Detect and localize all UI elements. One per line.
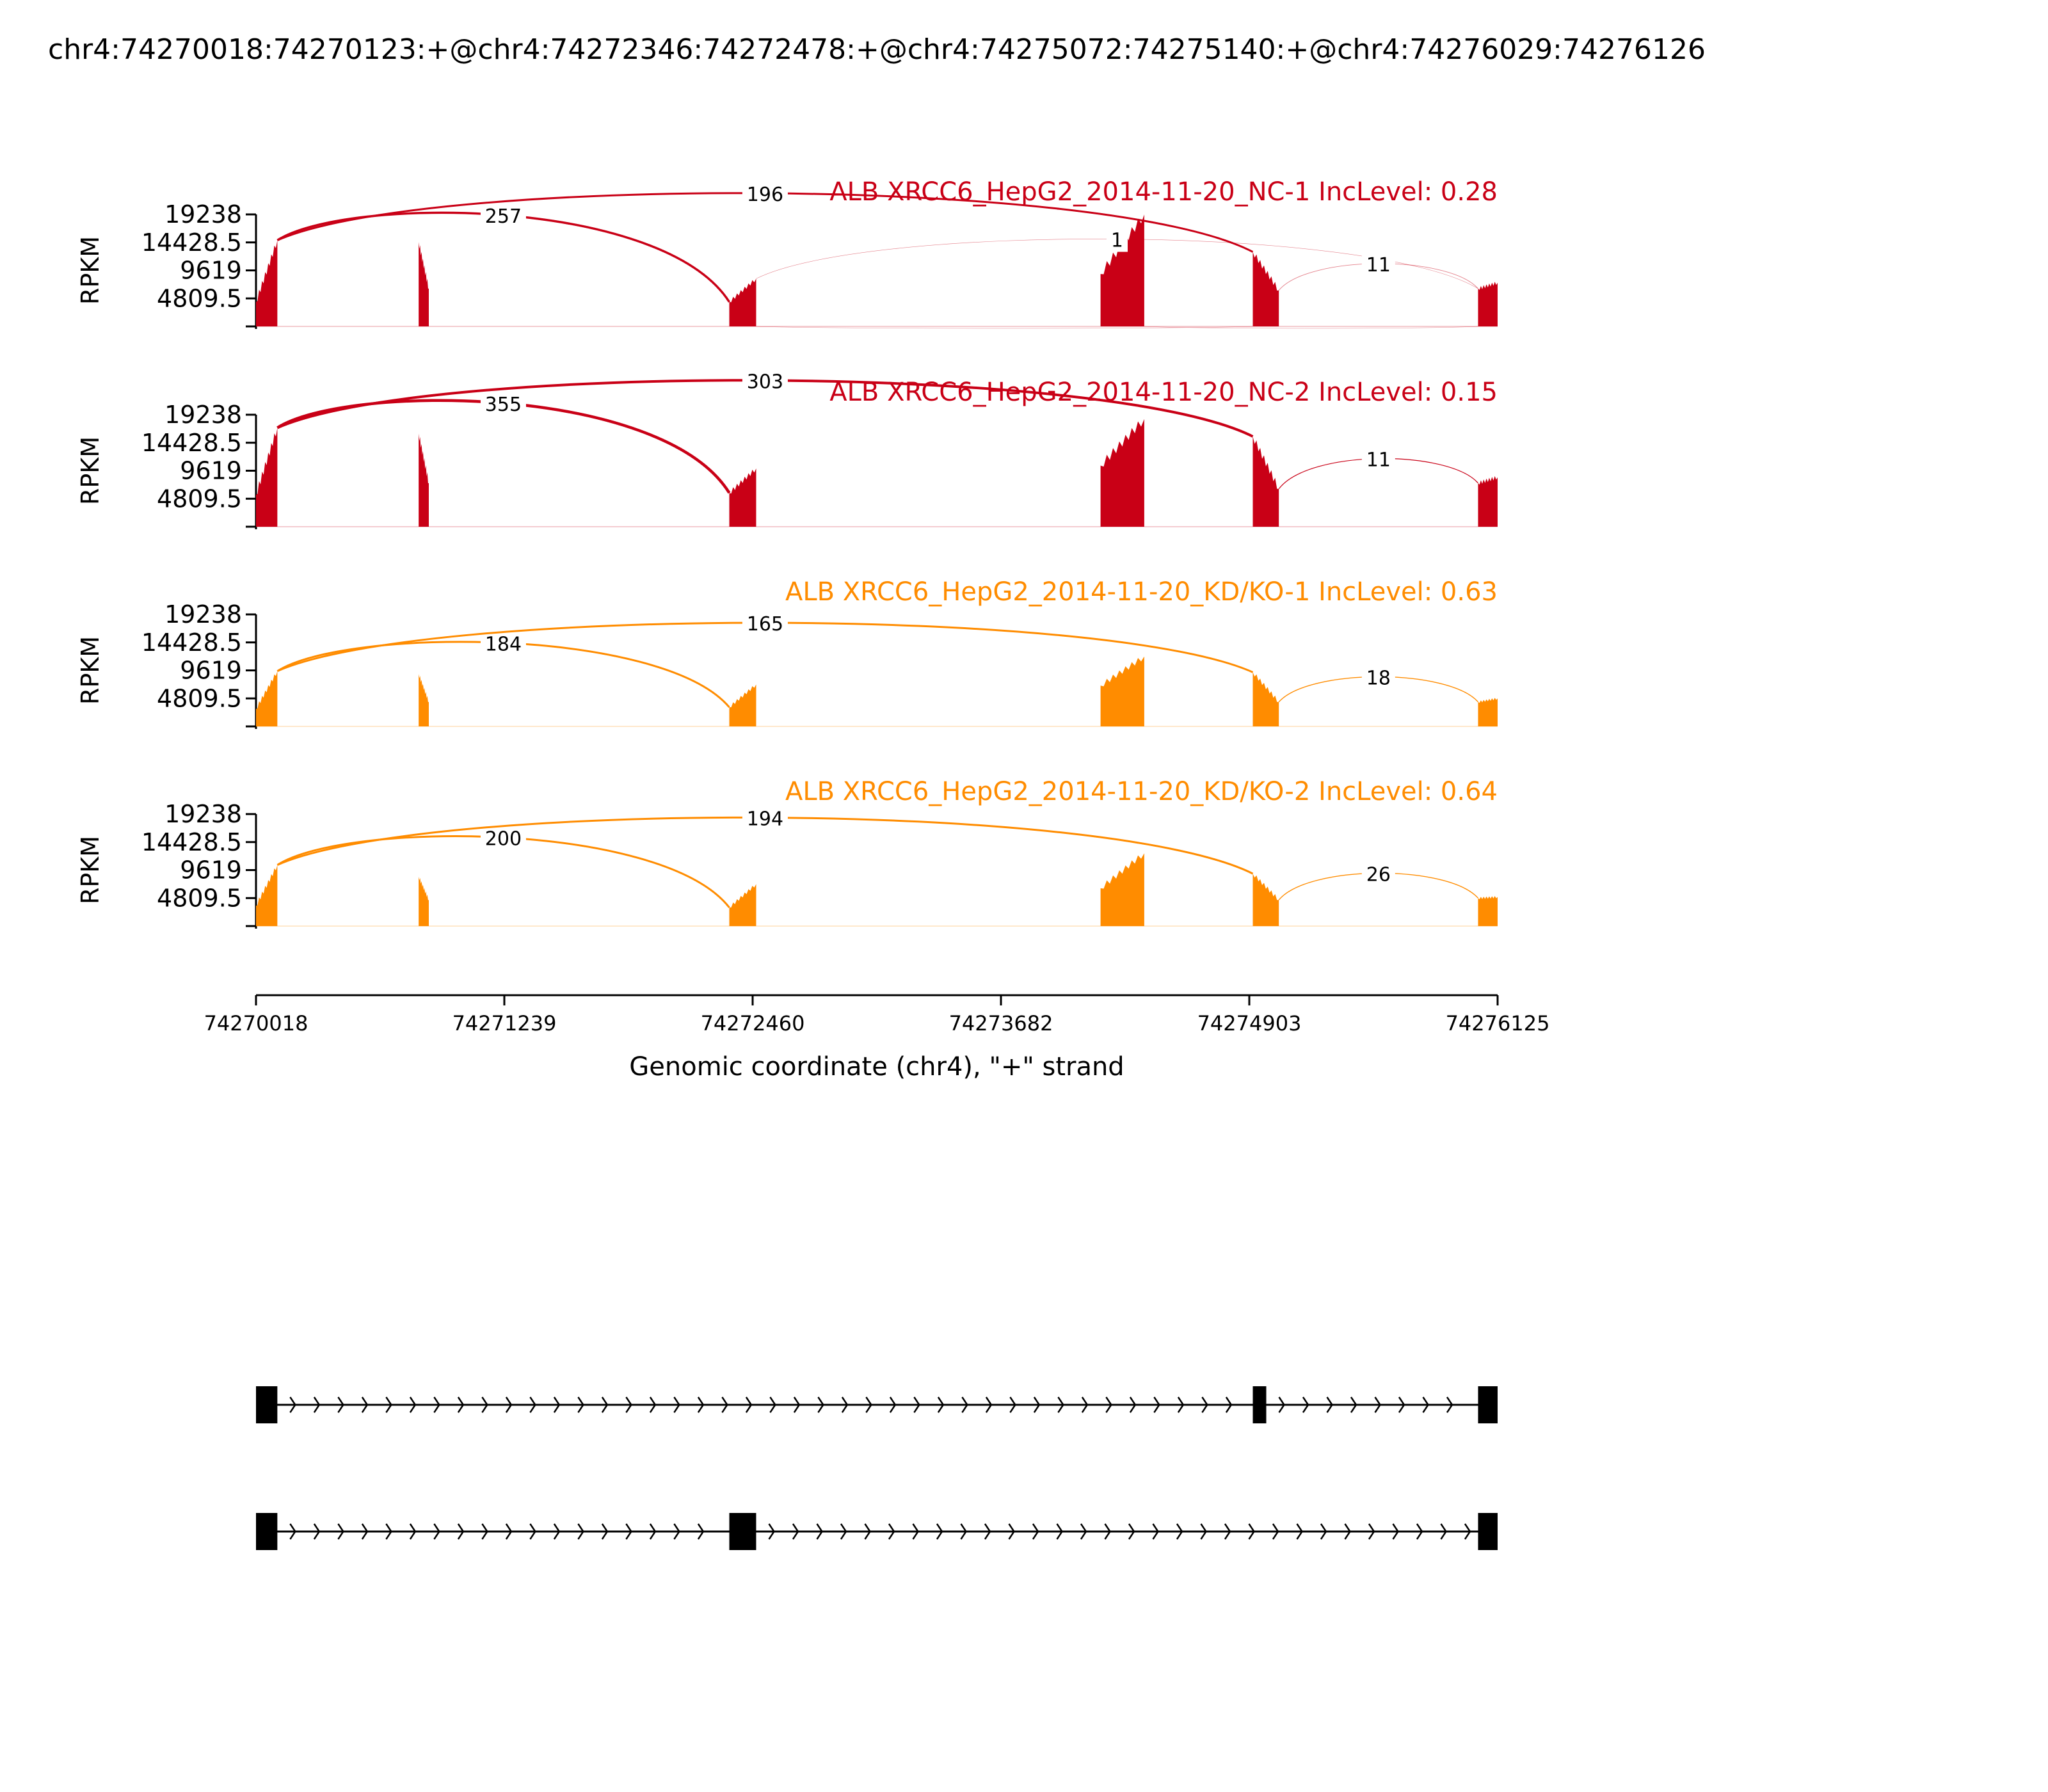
coverage-exon-2 <box>419 674 429 726</box>
x-tick-label: 74270018 <box>204 1011 308 1036</box>
coverage-exon-6 <box>1478 282 1498 326</box>
junction-count-label: 1 <box>1110 229 1124 252</box>
junction-count-label: 165 <box>746 613 784 636</box>
y-tick-label: 19238 <box>164 200 242 228</box>
y-axis-label: RPKM <box>76 236 104 305</box>
junction-count-label: 194 <box>746 808 784 831</box>
junction-count-label: 303 <box>746 371 784 394</box>
exon-block-3 <box>1478 1386 1498 1423</box>
exon-block-1 <box>256 1513 277 1550</box>
y-tick-label: 4809.5 <box>157 284 242 313</box>
junction-count-label: 196 <box>746 183 784 206</box>
coverage-panels <box>76 177 1498 929</box>
coverage-exon-1 <box>256 671 277 726</box>
y-tick-label: 14428.5 <box>141 428 242 457</box>
exon-block-2 <box>730 1513 756 1550</box>
y-tick-label: 9619 <box>180 656 242 685</box>
junction-count-label: 26 <box>1366 863 1391 886</box>
y-tick-label: 4809.5 <box>157 684 242 713</box>
junction-count-label: 355 <box>484 393 522 416</box>
coverage-exon-1 <box>256 240 277 326</box>
panel-1 <box>76 177 1498 329</box>
junction-count-label: 18 <box>1366 667 1391 690</box>
coverage-exon-1 <box>256 865 277 927</box>
coverage-exon-4 <box>1101 419 1144 527</box>
x-tick-label: 74276125 <box>1445 1011 1550 1036</box>
panel-3 <box>76 577 1498 729</box>
y-tick-label: 14428.5 <box>141 628 242 657</box>
coverage-exon-3 <box>730 884 756 927</box>
junction-count-label: 11 <box>1366 253 1391 276</box>
coverage-exon-2 <box>419 877 429 926</box>
exon-block-3 <box>1478 1513 1498 1550</box>
coverage-exon-2 <box>419 434 429 527</box>
coverage-exon-3 <box>730 468 756 527</box>
y-tick-label: 19238 <box>164 800 242 828</box>
y-tick-label: 9619 <box>180 856 242 884</box>
coverage-exon-4 <box>1101 657 1144 726</box>
exon-block-1 <box>256 1386 277 1423</box>
x-axis-label: Genomic coordinate (chr4), "+" strand <box>629 1052 1124 1082</box>
panel-title: ALB XRCC6_HepG2_2014-11-20_NC-1 IncLevel: 0.28 <box>829 177 1498 207</box>
x-tick-label: 74273682 <box>948 1011 1053 1036</box>
y-tick-label: 14428.5 <box>141 228 242 257</box>
x-tick-label: 74274903 <box>1197 1011 1302 1036</box>
junction-count-label: 200 <box>484 828 522 851</box>
panel-title: ALB XRCC6_HepG2_2014-11-20_NC-2 IncLevel: 0.15 <box>829 378 1498 407</box>
chart-title: chr4:74270018:74270123:+@chr4:74272346:74272478:+@chr4:74275072:74275140:+@chr4:74276029:74276126 <box>48 33 1706 66</box>
coverage-exon-1 <box>256 428 277 527</box>
exon-block-2 <box>1253 1386 1267 1423</box>
y-tick-label: 19238 <box>164 401 242 429</box>
y-tick-label: 4809.5 <box>157 884 242 913</box>
coverage-exon-6 <box>1478 698 1498 726</box>
y-axis-label: RPKM <box>76 436 104 506</box>
coverage-exon-5 <box>1253 436 1279 527</box>
panel-title: ALB XRCC6_HepG2_2014-11-20_KD/KO-2 IncLevel: 0.64 <box>785 777 1498 806</box>
coverage-exon-3 <box>730 685 756 727</box>
coverage-exon-5 <box>1253 672 1279 726</box>
y-tick-label: 4809.5 <box>157 484 242 513</box>
y-axis-label: RPKM <box>76 835 104 905</box>
x-axis <box>204 995 1550 1036</box>
coverage-exon-6 <box>1478 896 1498 926</box>
coverage-exon-6 <box>1478 476 1498 527</box>
panel-title: ALB XRCC6_HepG2_2014-11-20_KD/KO-1 IncLevel: 0.63 <box>785 577 1498 607</box>
y-axis-label: RPKM <box>76 636 104 705</box>
coverage-exon-3 <box>730 278 756 326</box>
x-tick-label: 74272460 <box>700 1011 805 1036</box>
isoform-1 <box>256 1386 1498 1423</box>
panel-4 <box>76 777 1498 929</box>
x-tick-label: 74271239 <box>452 1011 557 1036</box>
junction-count-label: 184 <box>484 633 522 656</box>
y-tick-label: 9619 <box>180 456 242 485</box>
junction-count-label: 11 <box>1366 449 1391 472</box>
isoform-track <box>256 1386 1498 1550</box>
coverage-exon-5 <box>1253 874 1279 926</box>
y-tick-label: 9619 <box>180 256 242 285</box>
junction-count-label: 257 <box>484 205 522 228</box>
coverage-exon-2 <box>419 242 429 326</box>
y-tick-label: 19238 <box>164 600 242 628</box>
y-tick-label: 14428.5 <box>141 828 242 856</box>
coverage-exon-5 <box>1253 252 1279 326</box>
isoform-2 <box>256 1513 1498 1550</box>
coverage-exon-4 <box>1101 853 1144 926</box>
panel-2 <box>76 369 1498 529</box>
